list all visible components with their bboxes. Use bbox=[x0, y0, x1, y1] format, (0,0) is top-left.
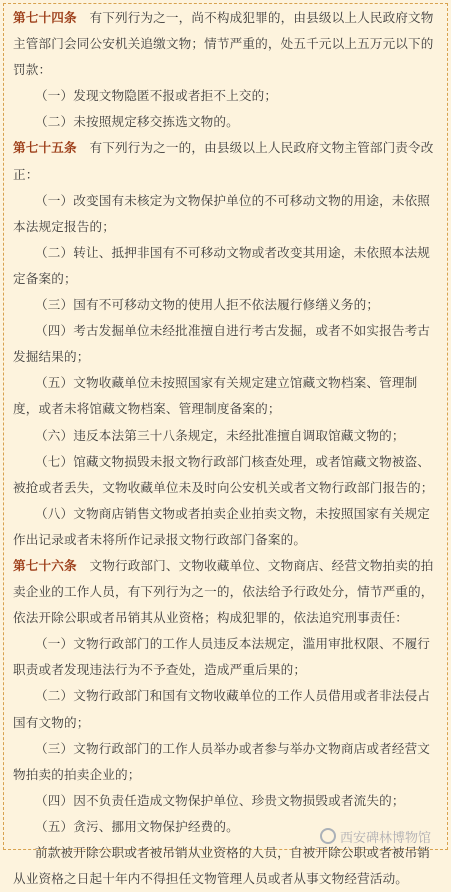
text-line bbox=[13, 344, 443, 370]
line-text: 物拍卖的拍卖企业的； bbox=[13, 766, 141, 782]
text-line bbox=[13, 605, 443, 631]
text-line bbox=[13, 788, 443, 814]
line-text: （三）文物行政部门的工作人员举办或者参与举办文物商店或者经营文 bbox=[35, 740, 431, 756]
line-text: 定备案的； bbox=[13, 270, 77, 286]
line-text: 国有文物的； bbox=[13, 714, 90, 730]
line-text: （五）文物收藏单位未按照国家有关规定建立馆藏文物档案、管理制 bbox=[35, 375, 418, 391]
line-text: （一）发现文物隐匿不报或者拒不上交的； bbox=[35, 88, 278, 104]
line-text: （四）考古发掘单位未经批准擅自进行考古发掘，或者不如实报告考古 bbox=[35, 323, 431, 339]
watermark-text: 西安碑林博物馆 bbox=[339, 830, 431, 846]
line-text: （七）馆藏文物损毁未报文物行政部门核查处理，或者馆藏文物被盗、 bbox=[35, 453, 431, 469]
text-line bbox=[13, 214, 443, 240]
line-text: （六）违反本法第三十八条规定，未经批准擅自调取馆藏文物的； bbox=[35, 427, 405, 443]
line-text: 主管部门会同公安机关追缴文物；情节严重的，处五千元以上五万元以下的 bbox=[13, 36, 434, 52]
text-line bbox=[13, 31, 443, 57]
text-line bbox=[13, 866, 443, 892]
line-text: 有下列行为之一的，由县级以上人民政府文物主管部门责令改 bbox=[76, 140, 434, 156]
text-line bbox=[13, 83, 443, 109]
law-text bbox=[13, 5, 443, 892]
text-line bbox=[13, 240, 443, 266]
wechat-icon bbox=[320, 828, 336, 844]
text-line bbox=[13, 501, 443, 527]
line-text: 正： bbox=[13, 166, 39, 182]
line-text: （三）国有不可移动文物的使用人拒不依法履行修缮义务的； bbox=[35, 297, 380, 313]
text-line bbox=[13, 135, 443, 161]
article-heading: 第七十五条 bbox=[13, 140, 77, 156]
line-text: （二）转让、抵押非国有不可移动文物或者改变其用途，未依照本法规 bbox=[35, 244, 431, 260]
text-line bbox=[13, 657, 443, 683]
text-line bbox=[13, 292, 443, 318]
line-text: 被抢或者丢失，文物收藏单位未及时向公安机关或者文物行政部门报告的； bbox=[13, 479, 434, 495]
text-line bbox=[13, 736, 443, 762]
line-text: 度，或者未将馆藏文物档案、管理制度备案的； bbox=[13, 401, 281, 417]
text-line bbox=[13, 423, 443, 449]
text-line bbox=[13, 710, 443, 736]
text-line bbox=[13, 527, 443, 553]
line-text: （五）贪污、挪用文物保护经费的。 bbox=[35, 818, 239, 834]
text-line bbox=[13, 109, 443, 135]
text-line bbox=[13, 188, 443, 214]
article-heading: 第七十四条 bbox=[13, 10, 77, 25]
line-text: （二）未按照规定移交拣选文物的。 bbox=[35, 114, 239, 130]
document-frame bbox=[3, 3, 448, 887]
text-line bbox=[13, 370, 443, 396]
line-text: （八）文物商店销售文物或者拍卖企业拍卖文物，未按照国家有关规定 bbox=[35, 505, 431, 521]
text-line bbox=[13, 579, 443, 605]
line-text: 文物行政部门、文物收藏单位、文物商店、经营文物拍卖的拍 bbox=[76, 557, 434, 573]
text-line bbox=[13, 553, 443, 579]
text-line bbox=[13, 318, 443, 344]
line-text: （四）因不负责任造成文物保护单位、珍贵文物损毁或者流失的； bbox=[35, 792, 405, 808]
line-text: 作出记录或者未将所作记录报文物行政部门备案的。 bbox=[13, 531, 307, 547]
text-line bbox=[13, 5, 443, 31]
line-text: 职责或者发现违法行为不予查处，造成严重后果的； bbox=[13, 662, 307, 678]
line-text: 前款被开除公职或者被吊销从业资格的人员，自被开除公职或者被吊销 bbox=[35, 845, 431, 860]
text-line bbox=[13, 396, 443, 422]
text-line bbox=[13, 683, 443, 709]
line-text: 本法规定报告的； bbox=[13, 218, 115, 234]
text-line bbox=[13, 475, 443, 501]
watermark bbox=[320, 825, 431, 847]
text-line bbox=[13, 449, 443, 475]
text-line bbox=[13, 762, 443, 788]
article-heading: 第七十六条 bbox=[13, 557, 77, 573]
line-text: 从业资格之日起十年内不得担任文物管理人员或者从事文物经营活动。 bbox=[13, 871, 409, 887]
line-text: 发掘结果的； bbox=[13, 349, 90, 365]
text-line bbox=[13, 162, 443, 188]
text-line bbox=[13, 631, 443, 657]
line-text: 有下列行为之一，尚不构成犯罪的，由县级以上人民政府文物 bbox=[76, 10, 434, 25]
text-line bbox=[13, 266, 443, 292]
line-text: （一）文物行政部门的工作人员违反本法规定，滥用审批权限、不履行 bbox=[35, 636, 431, 652]
line-text: 依法开除公职或者吊销其从业资格；构成犯罪的，依法追究刑事责任： bbox=[13, 610, 409, 626]
line-text: 罚款： bbox=[13, 62, 52, 78]
text-line bbox=[13, 57, 443, 83]
line-text: （一）改变国有未核定为文物保护单位的不可移动文物的用途，未依照 bbox=[35, 192, 431, 208]
line-text: 卖企业的工作人员，有下列行为之一的，依法给予行政处分，情节严重的， bbox=[13, 584, 434, 600]
line-text: （二）文物行政部门和国有文物收藏单位的工作人员借用或者非法侵占 bbox=[35, 688, 431, 704]
